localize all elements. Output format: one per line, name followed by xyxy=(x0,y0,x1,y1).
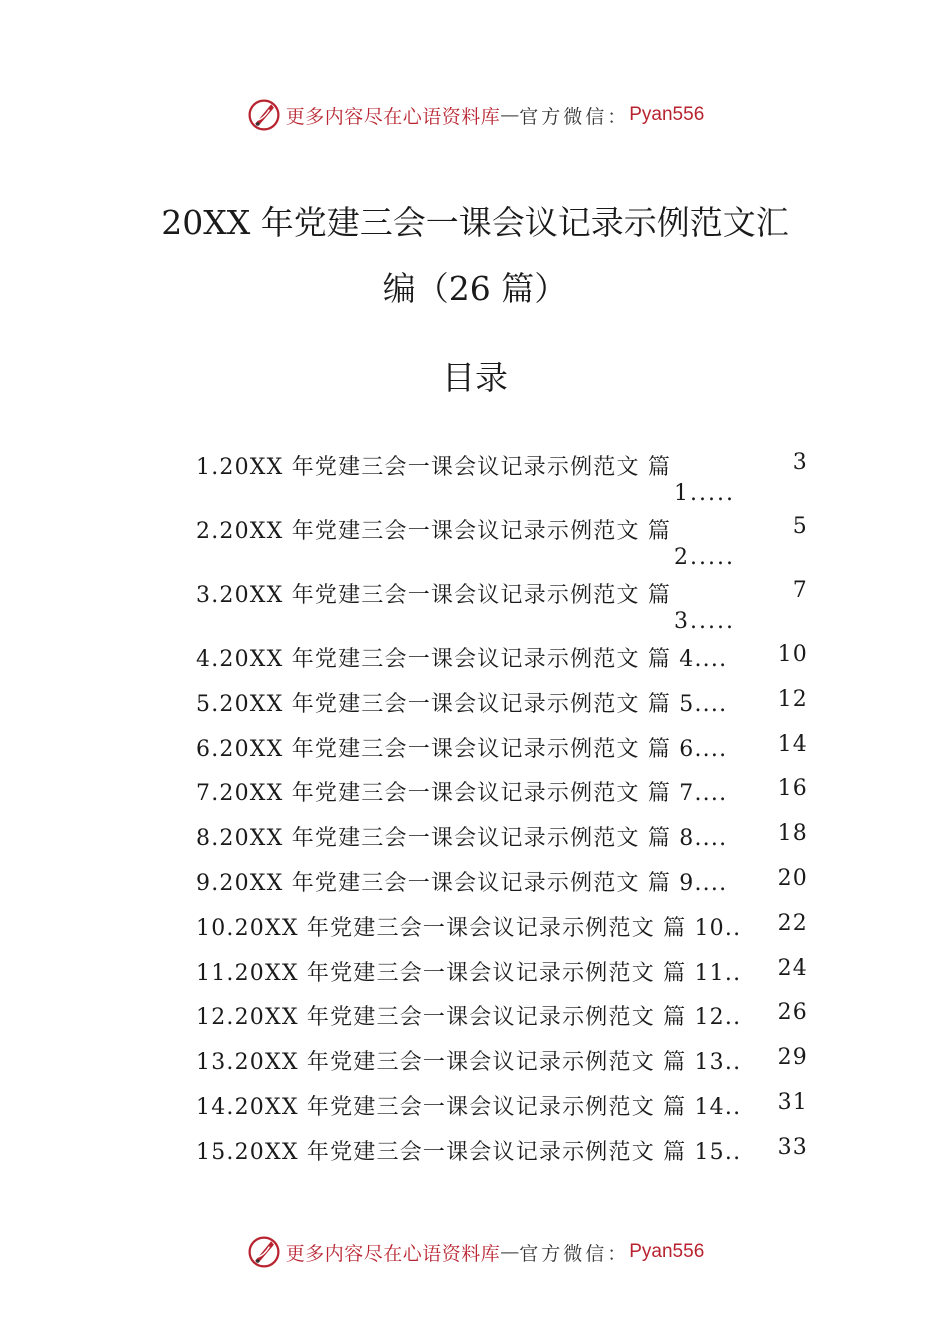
toc-entry[interactable] xyxy=(196,956,808,1001)
quill-logo-icon xyxy=(246,97,282,133)
toc-entry[interactable] xyxy=(196,1045,808,1090)
toc-entry-title: 15.20XX 年党建三会一课会议记录示例范文 篇 15.. xyxy=(196,1139,742,1165)
toc-entry[interactable] xyxy=(196,687,808,732)
toc-entry-title: 6.20XX 年党建三会一课会议记录示例范文 篇 6.... xyxy=(196,736,728,762)
toc-entry[interactable] xyxy=(196,732,808,777)
banner-separator: — xyxy=(500,104,520,126)
document-title xyxy=(60,190,890,322)
toc-entry-continuation: 2..... xyxy=(674,545,735,570)
brand-text: 更多内容尽在心语资料库 xyxy=(285,1242,501,1265)
toc-entry-page: 18 xyxy=(777,821,808,847)
toc-entry-page: 3 xyxy=(792,450,808,475)
toc-entry-page: 26 xyxy=(777,1000,808,1026)
toc-entry-page: 31 xyxy=(777,1089,808,1115)
official-label: 官方微信： xyxy=(519,1242,630,1265)
toc-entry-title: 10.20XX 年党建三会一课会议记录示例范文 篇 10.. xyxy=(196,915,742,941)
toc-entry-title: 7.20XX 年党建三会一课会议记录示例范文 篇 7.... xyxy=(196,781,728,807)
quill-logo-icon xyxy=(246,1234,282,1270)
toc-entry-title: 14.20XX 年党建三会一课会议记录示例范文 篇 14.. xyxy=(196,1094,742,1120)
table-of-contents xyxy=(196,450,808,1180)
banner-separator: — xyxy=(500,1241,520,1263)
header-banner xyxy=(0,95,950,135)
toc-entry-page: 29 xyxy=(777,1045,808,1071)
toc-entry-page: 33 xyxy=(777,1134,808,1160)
toc-entry[interactable] xyxy=(196,1135,808,1180)
wechat-id: Pyan556 xyxy=(629,1241,705,1262)
toc-entry-page: 20 xyxy=(777,865,808,891)
toc-entry[interactable] xyxy=(196,866,808,911)
toc-entry[interactable] xyxy=(196,776,808,821)
toc-entry[interactable] xyxy=(196,642,808,687)
toc-entry-title: 5.20XX 年党建三会一课会议记录示例范文 篇 5.... xyxy=(196,691,728,717)
toc-entry-continuation: 1..... xyxy=(674,481,735,506)
brand-text: 更多内容尽在心语资料库 xyxy=(285,105,501,128)
toc-entry[interactable] xyxy=(196,578,808,642)
toc-entry[interactable] xyxy=(196,450,808,514)
toc-entry-page: 16 xyxy=(777,776,808,802)
toc-entry[interactable] xyxy=(196,821,808,866)
toc-entry-page: 12 xyxy=(777,686,808,712)
toc-entry-title: 1.20XX 年党建三会一课会议记录示例范文 篇 xyxy=(196,455,672,480)
toc-entry-page: 7 xyxy=(792,578,808,603)
wechat-id: Pyan556 xyxy=(629,104,705,125)
official-label: 官方微信： xyxy=(519,105,630,128)
toc-entry-continuation: 3..... xyxy=(674,609,735,634)
toc-entry-title: 13.20XX 年党建三会一课会议记录示例范文 篇 13.. xyxy=(196,1050,742,1076)
toc-entry[interactable] xyxy=(196,1000,808,1045)
toc-entry-title: 2.20XX 年党建三会一课会议记录示例范文 篇 xyxy=(196,519,672,544)
toc-entry-title: 4.20XX 年党建三会一课会议记录示例范文 篇 4.... xyxy=(196,647,728,672)
toc-entry-page: 14 xyxy=(777,731,808,757)
toc-entry-page: 5 xyxy=(792,514,808,539)
toc-entry-page: 24 xyxy=(777,955,808,981)
toc-entry-title: 8.20XX 年党建三会一课会议记录示例范文 篇 8.... xyxy=(196,826,728,852)
toc-entry[interactable] xyxy=(196,1090,808,1135)
title-line-1: 20XX 年党建三会一课会议记录示例范文汇 xyxy=(161,203,789,242)
toc-heading: 目录 xyxy=(442,358,508,397)
toc-entry[interactable] xyxy=(196,911,808,956)
toc-entry-page: 10 xyxy=(777,642,808,667)
toc-entry-page: 22 xyxy=(777,910,808,936)
toc-entry[interactable] xyxy=(196,514,808,578)
title-line-2: 编（26 篇） xyxy=(382,269,568,308)
toc-entry-title: 9.20XX 年党建三会一课会议记录示例范文 篇 9.... xyxy=(196,870,728,896)
toc-entry-title: 12.20XX 年党建三会一课会议记录示例范文 篇 12.. xyxy=(196,1005,742,1031)
footer-banner xyxy=(0,1232,950,1272)
toc-entry-title: 3.20XX 年党建三会一课会议记录示例范文 篇 xyxy=(196,583,672,608)
toc-entry-title: 11.20XX 年党建三会一课会议记录示例范文 篇 11.. xyxy=(196,960,742,986)
